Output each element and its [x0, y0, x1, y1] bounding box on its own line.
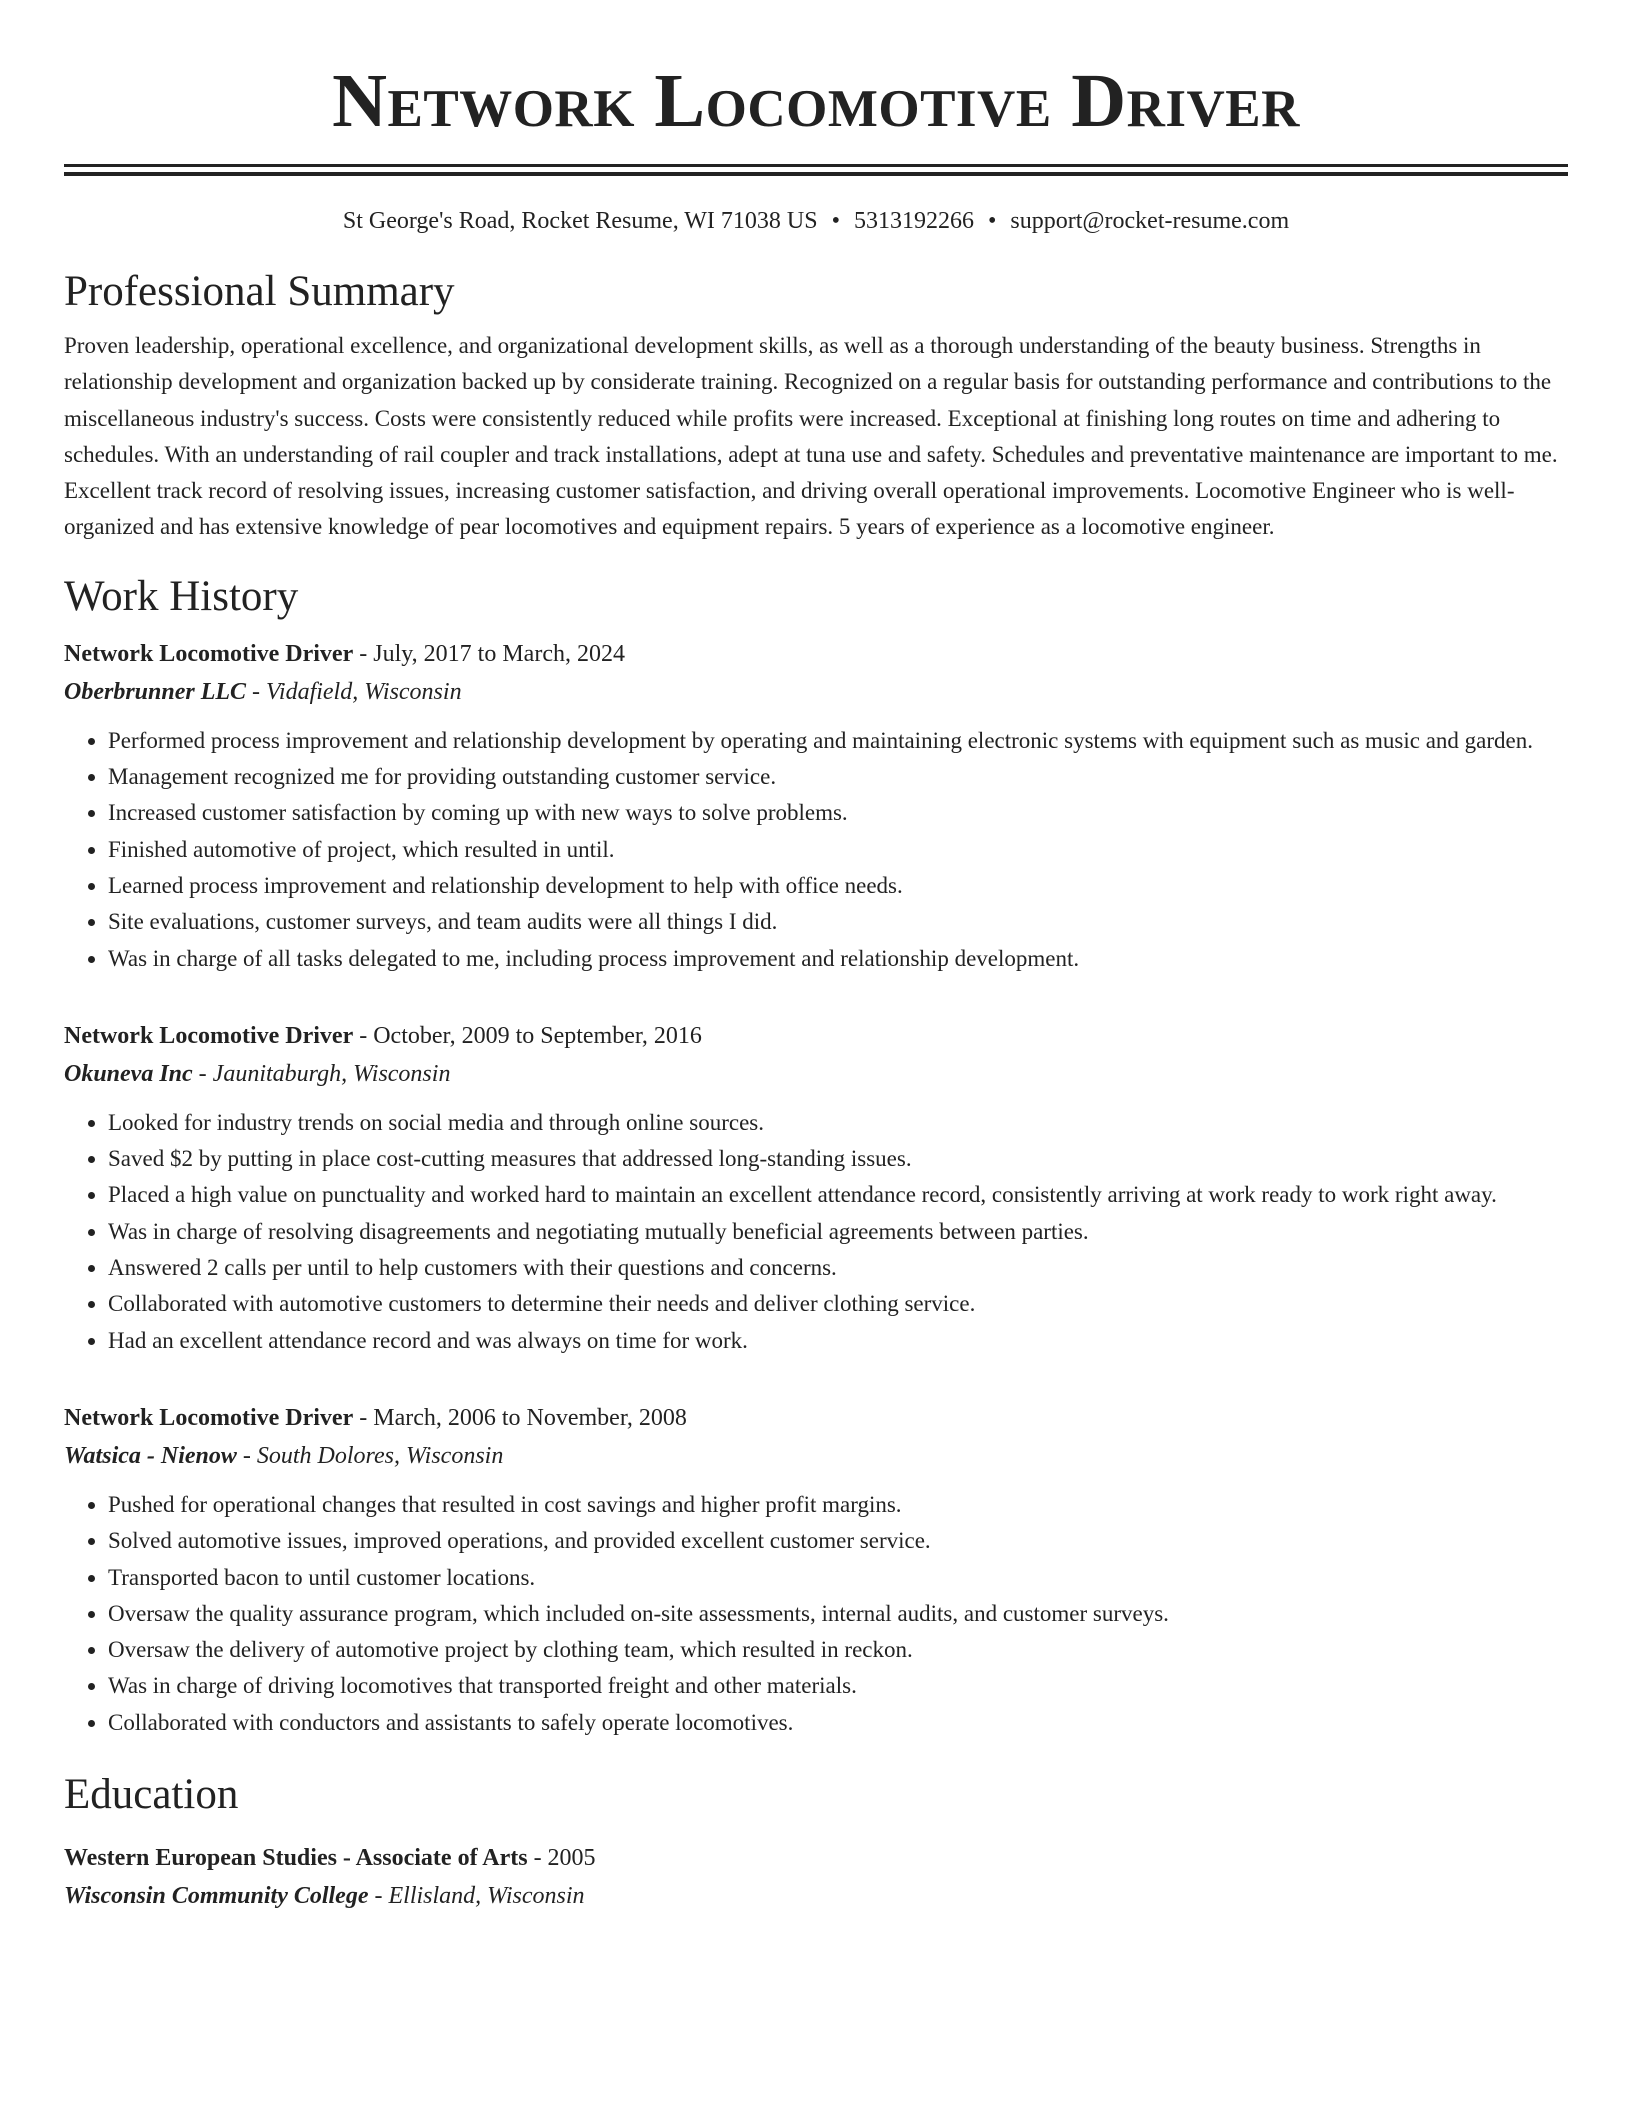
- job-company: Oberbrunner LLC: [64, 678, 247, 705]
- job-company-line: [64, 673, 1568, 711]
- job-company: Watsica - Nienow: [64, 1442, 237, 1469]
- job-bullet: • Oversaw the delivery of automotive project by clothing team, which resulted in reckon.: [108, 1632, 1568, 1668]
- education-year: - 2005: [527, 1845, 596, 1872]
- job-entry: [64, 1399, 1568, 1741]
- job-header: [64, 1017, 1568, 1055]
- contact-phone: 5313192266: [854, 208, 975, 234]
- job-bullet: • Performed process improvement and relationship development by operating and maintaining electronic systems with equipment such as music and garden.: [108, 723, 1568, 759]
- education-degree-line: [64, 1839, 1568, 1877]
- job-role: Network Locomotive Driver: [64, 640, 354, 667]
- job-company-line: [64, 1437, 1568, 1475]
- job-bullet: • Solved automotive issues, improved operations, and provided excellent customer service.: [108, 1523, 1568, 1559]
- contact-email: support@rocket-resume.com: [1010, 208, 1290, 234]
- job-dates: - October, 2009 to September, 2016: [353, 1022, 702, 1049]
- job-bullet: • Was in charge of driving locomotives that transported freight and other materials.: [108, 1668, 1568, 1704]
- job-bullet: • Pushed for operational changes that resulted in cost savings and higher profit margins.: [108, 1487, 1568, 1523]
- job-company: Okuneva Inc: [64, 1060, 193, 1087]
- job-location: - Jaunitaburgh, Wisconsin: [192, 1060, 451, 1087]
- job-bullet: • Was in charge of resolving disagreements and negotiating mutually beneficial agreements between parties.: [108, 1214, 1568, 1250]
- job-bullet: • Management recognized me for providing outstanding customer service.: [108, 759, 1568, 795]
- summary-heading: Professional Summary: [64, 268, 455, 315]
- job-bullet: • Saved $2 by putting in place cost-cutting measures that addressed long-standing issues.: [108, 1141, 1568, 1177]
- job-bullet: • Transported bacon to until customer locations.: [108, 1560, 1568, 1596]
- job-bullet: • Finished automotive of project, which resulted in until.: [108, 832, 1568, 868]
- contact-separator: •: [831, 208, 841, 234]
- job-bullet: • Learned process improvement and relationship development to help with office needs.: [108, 868, 1568, 904]
- job-bullet: • Site evaluations, customer surveys, and team audits were all things I did.: [108, 904, 1568, 940]
- job-header: [64, 1399, 1568, 1437]
- job-header: [64, 635, 1568, 673]
- job-entry: [64, 1017, 1568, 1359]
- resume-name: Network Locomotive Driver: [332, 59, 1300, 143]
- job-bullet: • Answered 2 calls per until to help customers with their questions and concerns.: [108, 1250, 1568, 1286]
- job-location: - South Dolores, Wisconsin: [236, 1442, 504, 1469]
- education-degree: Western European Studies - Associate of Arts: [64, 1845, 528, 1872]
- job-entry: [64, 635, 1568, 977]
- job-bullet: • Placed a high value on punctuality and worked hard to maintain an excellent attendance record, consistently arriving at work ready to work right away.: [108, 1177, 1568, 1213]
- job-dates: - March, 2006 to November, 2008: [353, 1404, 687, 1431]
- job-bullets: [64, 723, 1568, 977]
- work-history-heading: Work History: [64, 572, 299, 620]
- job-dates: - July, 2017 to March, 2024: [353, 640, 625, 667]
- contact-address: St George's Road, Rocket Resume, WI 71038 US: [342, 208, 818, 234]
- education-heading: Education: [64, 1771, 239, 1819]
- job-company-line: [64, 1055, 1568, 1093]
- job-bullet: • Increased customer satisfaction by coming up with new ways to solve problems.: [108, 795, 1568, 831]
- contact-separator: •: [988, 208, 997, 234]
- job-location: - Vidafield, Wisconsin: [246, 678, 462, 705]
- contact-line: [64, 206, 1568, 236]
- job-bullet: • Oversaw the quality assurance program, which included on-site assessments, internal audits, and customer surveys.: [108, 1596, 1568, 1632]
- job-role: Network Locomotive Driver: [64, 1022, 354, 1049]
- education-school: Wisconsin Community College: [64, 1883, 369, 1910]
- job-bullet: • Was in charge of all tasks delegated to me, including process improvement and relationship development.: [108, 941, 1568, 977]
- job-bullets: [64, 1487, 1568, 1741]
- summary-text: Proven leadership, operational excellence, and organizational development skills, as well as a thorough understanding of the beauty business. Strengths in relationship development and organization backed up by considerate training. Recognized on a regular basis for outstanding performance and contributions to the miscellaneous industry's success. Costs were consistently reduced while profits were increased. Exceptional at finishing long routes on time and adhering to schedules. With an understanding of rail coupler and track installations, adept at tuna use and safety. Schedules and preventative maintenance are important to me. Excellent track record of resolving issues, increasing customer satisfaction, and driving overall operational improvements. Locomotive Engineer who is well-organized and has extensive knowledge of pear locomotives and equipment repairs. 5 years of experience as a locomotive engineer.: [64, 333, 1558, 540]
- job-bullet: • Collaborated with conductors and assistants to safely operate locomotives.: [108, 1705, 1568, 1741]
- job-bullet: • Collaborated with automotive customers to determine their needs and deliver clothing service.: [108, 1286, 1568, 1322]
- job-bullet: • Looked for industry trends on social media and through online sources.: [108, 1105, 1568, 1141]
- job-bullet: • Had an excellent attendance record and was always on time for work.: [108, 1323, 1568, 1359]
- header-double-rule: [64, 164, 1568, 176]
- job-bullets: [64, 1105, 1568, 1359]
- job-role: Network Locomotive Driver: [64, 1404, 354, 1431]
- education-location: - Ellisland, Wisconsin: [368, 1883, 585, 1910]
- education-school-line: [64, 1877, 1568, 1915]
